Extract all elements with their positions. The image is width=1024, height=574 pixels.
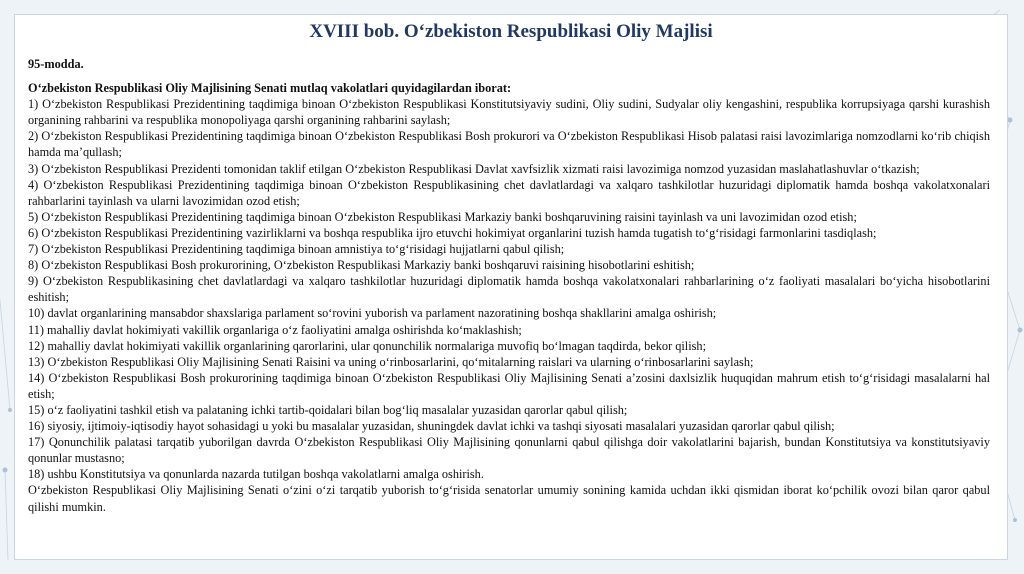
list-item: 7) O‘zbekiston Respublikasi Prezidentining taqdimiga binoan amnistiya to‘g‘risidagi hujjatlarni qabul qilish; — [28, 242, 565, 257]
slide — [14, 14, 1008, 560]
list-item: 5) O‘zbekiston Respublikasi Prezidentining taqdimiga binoan O‘zbekiston Respublikasi Markaziy banki boshqaruvining raisini tayinlash va uni lavozimidan ozod etish; — [28, 209, 857, 224]
list-item: 3) O‘zbekiston Respublikasi Prezidenti tomonidan taklif etilgan O‘zbekiston Respublikasi Davlat xavfsizlik xizmati raisi lavozimiga nomzod yuzasidan maslahatlashuvlar o‘tkazish; — [28, 161, 920, 176]
final-paragraph: O‘zbekiston Respublikasi Oliy Majlisining Senati o‘zini o‘zi tarqatib yuborish to‘g‘risida senatorlar umumiy sonining kamida uchdan ikki qismidan iborat ko‘pchilik ovozi bilan qaror qabul qilishi mumkin. — [28, 483, 990, 514]
list-item: 2) O‘zbekiston Respublikasi Prezidentining taqdimiga binoan O‘zbekiston Respublikasi Bosh prokurori va O‘zbekiston Respublikasi Hisob palatasi raisi lavozimlariga nomzodlarni ko‘rib chiqish hamda ma’qullash; — [28, 129, 990, 160]
list-item: 1) O‘zbekiston Respublikasi Prezidentining taqdimiga binoan O‘zbekiston Respublikasi Konstitutsiyaviy sudini, Oliy sudini, Sudyalar oliy kengashini, respublika korrupsiyaga qarshi kurashish organining rahbarini va respublika monopoliyaga qarshi organining rahbarini saylash; — [28, 97, 990, 128]
list-item: 9) O‘zbekiston Respublikasining chet davlatlardagi va xalqaro tashkilotlar huzuridagi diplomatik hamda boshqa vakolatxonalari rahbarlarining o‘z faoliyati masalalari bo‘yicha hisobotlarini eshitish; — [28, 274, 990, 305]
list-item: 4) O‘zbekiston Respublikasi Prezidentining taqdimiga binoan O‘zbekiston Respublikasining chet davlatlardagi va xalqaro tashkilotlar huzuridagi diplomatik hamda boshqa vakolatxonalari rahbarlarini tayinlash va ularni lavozimidan ozod etish; — [28, 177, 990, 208]
list-item: 18) ushbu Konstitutsiya va qonunlarda nazarda tutilgan boshqa vakolatlarni amalga oshirish. — [28, 467, 484, 482]
list-item: 8) O‘zbekiston Respublikasi Bosh prokurorining, O‘zbekiston Respublikasi Markaziy banki boshqaruvi raisining hisobotlarini eshitish; — [28, 258, 695, 273]
list-item: 10) davlat organlarining mansabdor shaxslariga parlament so‘rovini yuborish va parlament nazoratining boshqa shakllarini amalga oshirish; — [28, 306, 717, 321]
article-number: 95-modda. — [28, 57, 84, 71]
chapter-title: XVIII bob. O‘zbekiston Respublikasi Oliy Majlisi — [309, 21, 713, 42]
article-content — [28, 56, 990, 515]
list-item: 13) O‘zbekiston Respublikasi Oliy Majlisining Senati Raisini va uning o‘rinbosarlarini, qo‘mitalarning raislari va ularning o‘rinbosarlarini saylash; — [28, 354, 754, 369]
list-item: 15) o‘z faoliyatini tashkil etish va palataning ichki tartib-qoidalari bilan bog‘liq masalalar yuzasidan qarorlar qabul qilish; — [28, 402, 628, 417]
list-item: 16) siyosiy, ijtimoiy-iqtisodiy hayot sohasidagi u yoki bu masalalar yuzasidan, shuningdek davlat ichki va tashqi siyosati masalalari yuzasidan qarorlar qabul qilish; — [28, 419, 835, 434]
list-item: 17) Qonunchilik palatasi tarqatib yuborilgan davrda O‘zbekiston Respublikasi Oliy Majlisining qonunlarni qabul qilishga doir vakolatlarini bajarish, bundan Konstitutsiya va konstitutsiyaviy qonunlar mustasno; — [28, 435, 990, 466]
intro-paragraph: O‘zbekiston Respublikasi Oliy Majlisining Senati mutlaq vakolatlari quyidagilardan iborat: — [28, 81, 512, 96]
list-item: 14) O‘zbekiston Respublikasi Bosh prokurorining taqdimiga binoan O‘zbekiston Respublikasi Oliy Majlisining Senati a’zosini daxlsizlik huquqidan mahrum etish to‘g‘risidagi masalalarni hal etish; — [28, 370, 990, 401]
list-item: 11) mahalliy davlat hokimiyati vakillik organlariga o‘z faoliyatini amalga oshirishda ko‘maklashish; — [28, 322, 522, 337]
list-item: 12) mahalliy davlat hokimiyati vakillik organlarining qarorlarini, ular qonunchilik normalariga muvofiq bo‘lmagan taqdirda, bekor qilish; — [28, 338, 706, 353]
list-item: 6) O‘zbekiston Respublikasi Prezidentining vazirliklarni va boshqa respublika ijro etuvchi hokimiyat organlarini tuzish hamda tugatish to‘g‘risidagi farmonlarini tasdiqlash; — [28, 225, 877, 240]
